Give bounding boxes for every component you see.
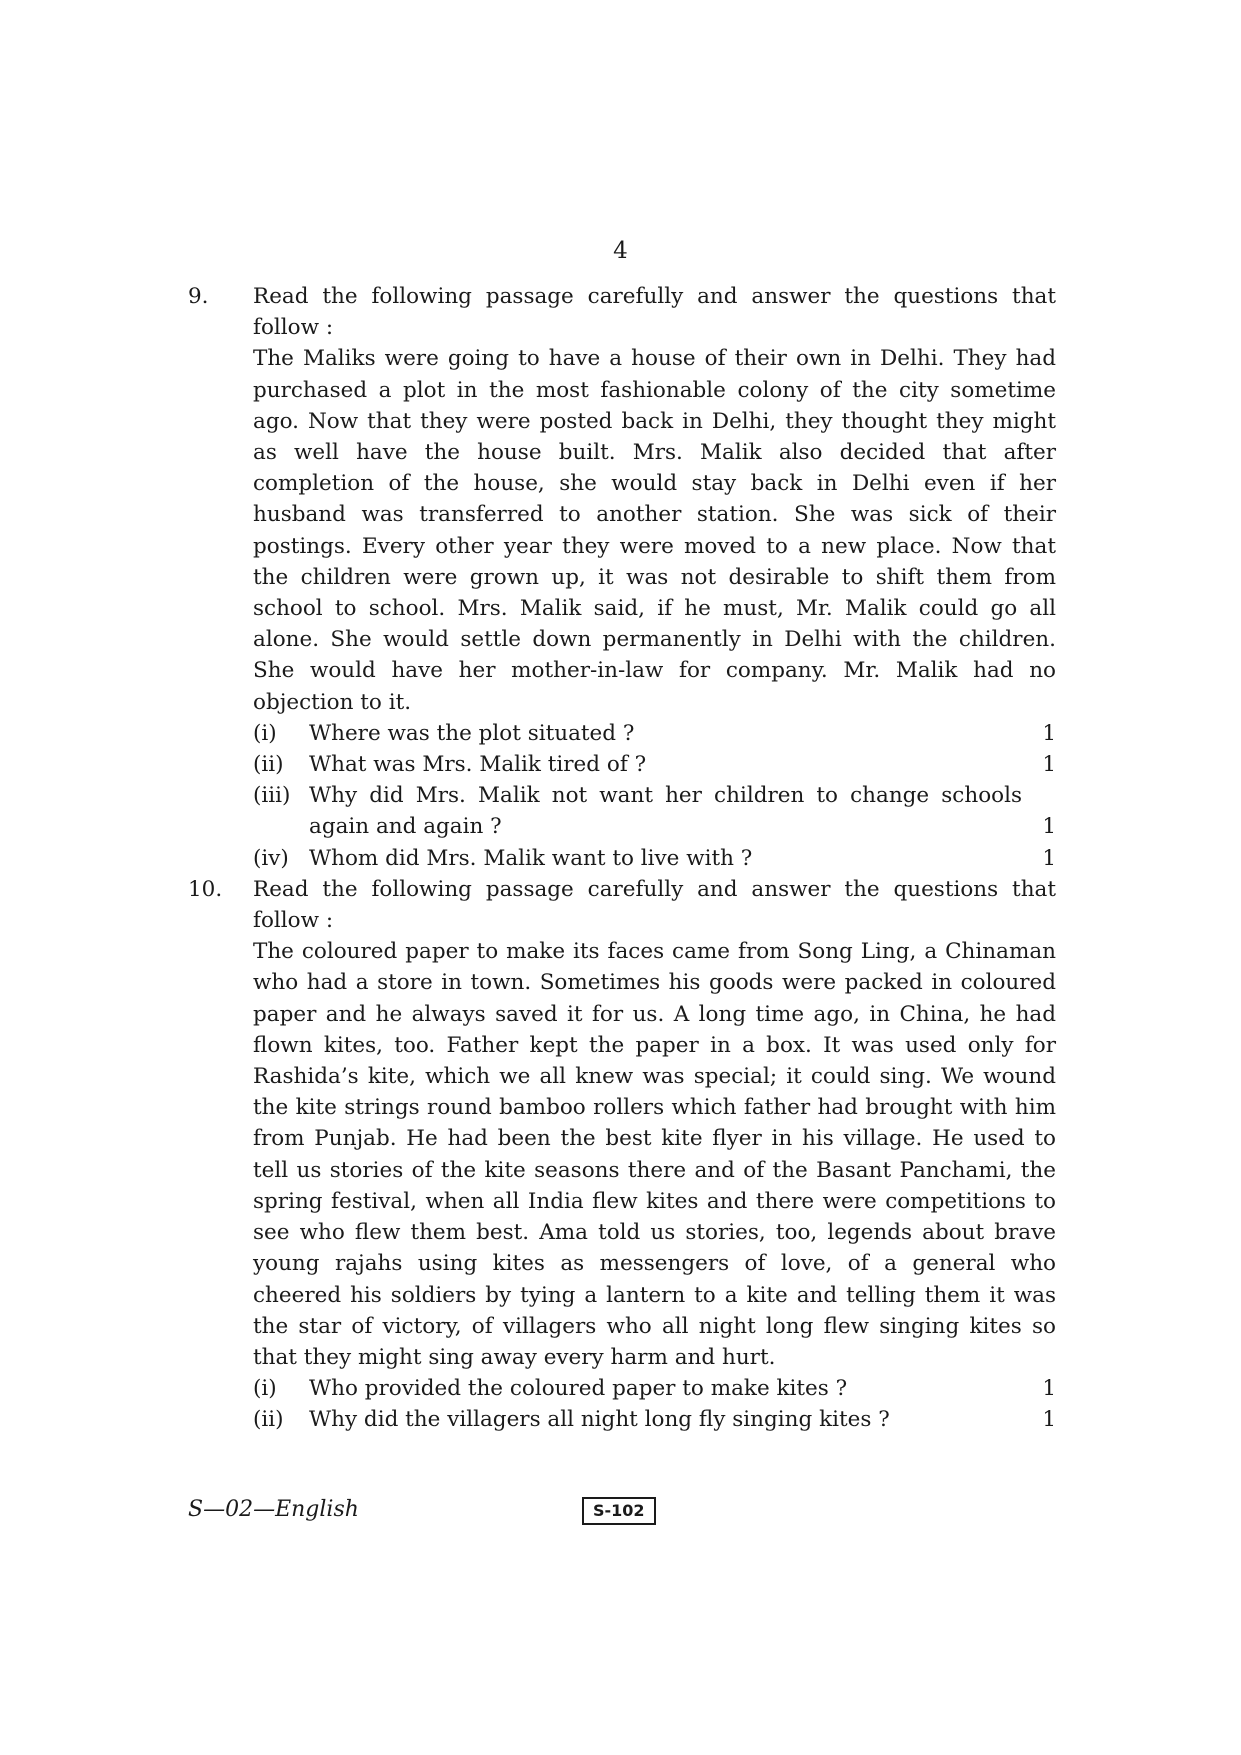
sub-question-text: Why did Mrs. Malik not want her children to change schools again and again ? (309, 783, 1022, 840)
sub-question (253, 780, 1056, 842)
sub-question-number: (iii) (253, 783, 291, 809)
marks: 1 (1042, 720, 1056, 746)
footer-code-box: S-102 (582, 1497, 656, 1525)
sub-question-number: (iv) (253, 845, 289, 871)
sub-question (253, 718, 1056, 749)
question-number: 9. (188, 284, 209, 309)
sub-question-text: Where was the plot situated ? (309, 720, 635, 746)
passage: The Maliks were going to have a house of their own in Delhi. They had purchased a plot in the most fashionable colony of the city sometime ago. Now that they were posted back in Delhi, they thought they might as well have the house built. Mrs. Malik also decided that after completion of the house, she would stay back in Delhi even if her husband was transferred to another station. She was sick of their postings. Every other year they were moved to a new place. Now that the children were grown up, it was not desirable to shift them from school to school. Mrs. Malik said, if he must, Mr. Malik could go all alone. She would settle down permanently in Delhi with the children. She would have her mother-in-law for company. Mr. Malik had no objection to it. (253, 346, 1056, 715)
sub-question-text: Who provided the coloured paper to make kites ? (309, 1376, 848, 1402)
passage: The coloured paper to make its faces came from Song Ling, a Chinaman who had a store in town. Sometimes his goods were packed in coloured paper and he always saved it for us. A long time ago, in China, he had flown kites, too. Father kept the paper in a box. It was used only for Rashida’s kite, which we all knew was special; it could sing. We wound the kite strings round bamboo rollers which father had brought with him from Punjab. He had been the best kite flyer in his village. He used to tell us stories of the kite seasons there and of the Basant Panchami, the spring festival, when all India flew kites and there were competitions to see who flew them best. Ama told us stories, too, legends about brave young rajahs using kites as messengers of love, of a general who cheered his soldiers by tying a lantern to a kite and telling them it was the star of victory, of villagers who all night long flew singing kites so that they might sing away every harm and hurt. (253, 939, 1056, 1370)
marks: 1 (1042, 1376, 1056, 1402)
sub-question-number: (i) (253, 1376, 277, 1402)
marks: 1 (1042, 814, 1056, 840)
sub-question-text: What was Mrs. Malik tired of ? (309, 752, 647, 778)
marks: 1 (1042, 1407, 1056, 1433)
sub-question-number: (ii) (253, 1407, 284, 1433)
marks: 1 (1042, 752, 1056, 778)
sub-question-number: (i) (253, 720, 277, 746)
question-instruction: Read the following passage carefully and answer the questions that follow : (253, 876, 1056, 934)
question-content (188, 281, 1056, 1436)
question-10 (188, 874, 1056, 1436)
sub-question (253, 1404, 1056, 1435)
sub-question (253, 1373, 1056, 1404)
marks: 1 (1042, 845, 1056, 871)
sub-question (253, 749, 1056, 780)
page-number: 4 (613, 238, 628, 264)
sub-question (253, 843, 1056, 874)
sub-question-text: Why did the villagers all night long fly singing kites ? (309, 1407, 890, 1433)
sub-question-text: Whom did Mrs. Malik want to live with ? (309, 845, 753, 871)
question-instruction: Read the following passage carefully and answer the questions that follow : (253, 284, 1056, 341)
question-9 (188, 281, 1056, 874)
question-number: 10. (188, 876, 223, 902)
footer-subject: S—02—English (188, 1497, 359, 1522)
sub-question-number: (ii) (253, 752, 284, 778)
